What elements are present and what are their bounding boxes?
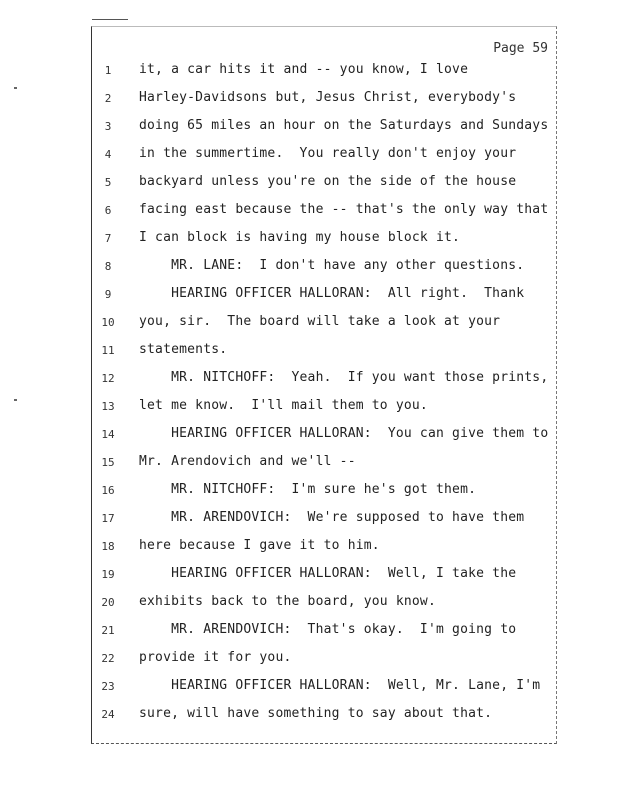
line-text: you, sir. The board will take a look at your	[139, 314, 501, 329]
line-number: 15	[101, 456, 115, 469]
line-text: HEARING OFFICER HALLORAN: All right. Thank	[139, 286, 525, 301]
line-number: 11	[101, 344, 115, 357]
line-text: statements.	[139, 342, 228, 357]
line-text: MR. ARENDOVICH: We're supposed to have them	[139, 510, 525, 525]
transcript-line	[0, 680, 618, 708]
line-text: I can block is having my house block it.	[139, 230, 461, 245]
line-text: MR. LANE: I don't have any other questions.	[139, 258, 525, 273]
line-text: let me know. I'll mail them to you.	[139, 398, 428, 413]
line-number: 4	[104, 148, 112, 161]
line-number: 18	[101, 540, 115, 553]
transcript-line	[0, 596, 618, 624]
transcript-line	[0, 148, 618, 176]
line-number: 1	[104, 64, 112, 77]
transcript-line	[0, 484, 618, 512]
transcript-line	[0, 624, 618, 652]
line-number: 17	[101, 512, 115, 525]
transcript-line	[0, 512, 618, 540]
transcript-line	[0, 372, 618, 400]
line-text: HEARING OFFICER HALLORAN: You can give them to	[139, 426, 549, 441]
line-text: facing east because the -- that's the only way that	[139, 202, 549, 217]
line-number: 12	[101, 372, 115, 385]
line-number: 7	[104, 232, 112, 245]
scan-artifact-top	[92, 19, 128, 20]
line-number: 20	[101, 596, 115, 609]
line-text: here because I gave it to him.	[139, 538, 380, 553]
line-number: 19	[101, 568, 115, 581]
transcript-line	[0, 456, 618, 484]
transcript-line	[0, 540, 618, 568]
transcript-line	[0, 204, 618, 232]
line-number: 9	[104, 288, 112, 301]
transcript-line	[0, 176, 618, 204]
line-number: 2	[104, 92, 112, 105]
transcript-line	[0, 232, 618, 260]
line-text: exhibits back to the board, you know.	[139, 594, 436, 609]
transcript-line	[0, 428, 618, 456]
line-number: 8	[104, 260, 112, 273]
line-text: it, a car hits it and -- you know, I love	[139, 62, 469, 77]
line-text: MR. NITCHOFF: I'm sure he's got them.	[139, 482, 477, 497]
line-number: 6	[104, 204, 112, 217]
transcript-line	[0, 92, 618, 120]
line-text: provide it for you.	[139, 650, 292, 665]
line-text: HEARING OFFICER HALLORAN: Well, I take the	[139, 566, 517, 581]
line-text: doing 65 miles an hour on the Saturdays and Sundays	[139, 118, 549, 133]
line-text: HEARING OFFICER HALLORAN: Well, Mr. Lane, I'm	[139, 678, 541, 693]
transcript-line	[0, 652, 618, 680]
transcript-line	[0, 288, 618, 316]
line-number: 23	[101, 680, 115, 693]
line-number: 21	[101, 624, 115, 637]
line-number: 13	[101, 400, 115, 413]
line-text: Mr. Arendovich and we'll --	[139, 454, 356, 469]
transcript-line	[0, 120, 618, 148]
line-number: 22	[101, 652, 115, 665]
line-text: MR. ARENDOVICH: That's okay. I'm going to	[139, 622, 517, 637]
transcript-line	[0, 568, 618, 596]
transcript-line	[0, 260, 618, 288]
line-number: 24	[101, 708, 115, 721]
line-number: 10	[101, 316, 115, 329]
transcript-line	[0, 400, 618, 428]
line-number: 16	[101, 484, 115, 497]
line-number: 5	[104, 176, 112, 189]
line-text: in the summertime. You really don't enjoy your	[139, 146, 517, 161]
line-text: MR. NITCHOFF: Yeah. If you want those prints,	[139, 370, 549, 385]
line-number: 14	[101, 428, 115, 441]
line-text: backyard unless you're on the side of the house	[139, 174, 517, 189]
line-text: sure, will have something to say about that.	[139, 706, 493, 721]
transcript-line	[0, 316, 618, 344]
transcript-line	[0, 344, 618, 372]
page-number: Page 59	[493, 41, 548, 56]
line-number: 3	[104, 120, 112, 133]
transcript-line	[0, 64, 618, 92]
transcript-line	[0, 708, 618, 736]
line-text: Harley-Davidsons but, Jesus Christ, everybody's	[139, 90, 517, 105]
